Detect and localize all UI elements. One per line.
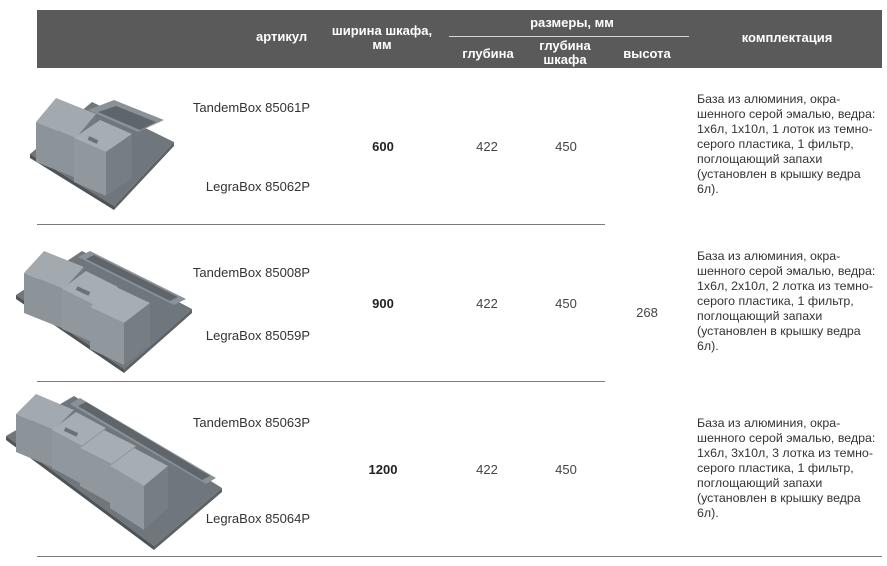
- row-divider: [37, 224, 605, 225]
- row-divider: [37, 381, 605, 382]
- header-cabinet-width: ширина шкафа, мм: [331, 23, 433, 52]
- table-header: [37, 10, 882, 68]
- cabinet-depth-value: 450: [555, 139, 577, 154]
- product-image-900: [14, 243, 192, 377]
- cabinet-width-value: 600: [372, 139, 394, 154]
- header-cabinet-depth: глубина шкафа: [539, 38, 591, 67]
- header-divider: [449, 36, 689, 37]
- sku-tandembox: TandemBox 85063P: [192, 415, 310, 430]
- table-bottom-border: [37, 556, 882, 557]
- sku-tandembox: TandemBox 85008P: [192, 265, 310, 280]
- cabinet-width-value: 900: [372, 296, 394, 311]
- header-dimensions: размеры, мм: [530, 15, 614, 30]
- header-kit: комплектация: [741, 30, 833, 45]
- cabinet-width-value: 1200: [368, 462, 398, 477]
- sku-legrabox: LegraBox 85062P: [205, 179, 310, 194]
- sku-legrabox: LegraBox 85059P: [205, 328, 310, 343]
- header-article: артикул: [256, 29, 308, 44]
- cabinet-depth-value: 450: [555, 462, 577, 477]
- product-image-600: [28, 92, 174, 210]
- depth-value: 422: [476, 139, 498, 154]
- sku-tandembox: TandemBox 85061P: [192, 100, 310, 115]
- header-height: высота: [623, 46, 671, 61]
- kit-description: База из алюминия, окра-шенного серой эмалью, ведра: 1х6л, 3х10л, 3 лотка из темно-серого пластика, 1 фильтр, поглощающий запахи (установлен в крышку ведра 6л).: [697, 416, 876, 520]
- depth-value: 422: [476, 462, 498, 477]
- cabinet-depth-value: 450: [555, 296, 577, 311]
- sku-legrabox: LegraBox 85064P: [205, 511, 310, 526]
- kit-description: База из алюминия, окра-шенного серой эмалью, ведра: 1х6л, 1х10л, 1 лоток из темно-серого пластика, 1 фильтр, поглощающий запахи (установлен в крышку ведра 6л).: [697, 92, 876, 196]
- kit-description: База из алюминия, окра-шенного серой эмалью, ведра: 1х6л, 2х10л, 2 лотка из темно-серого пластика, 1 фильтр, поглощающий запахи (установлен в крышку ведра 6л).: [697, 249, 876, 353]
- height-value: 268: [636, 305, 658, 320]
- depth-value: 422: [476, 296, 498, 311]
- header-depth: глубина: [462, 46, 514, 61]
